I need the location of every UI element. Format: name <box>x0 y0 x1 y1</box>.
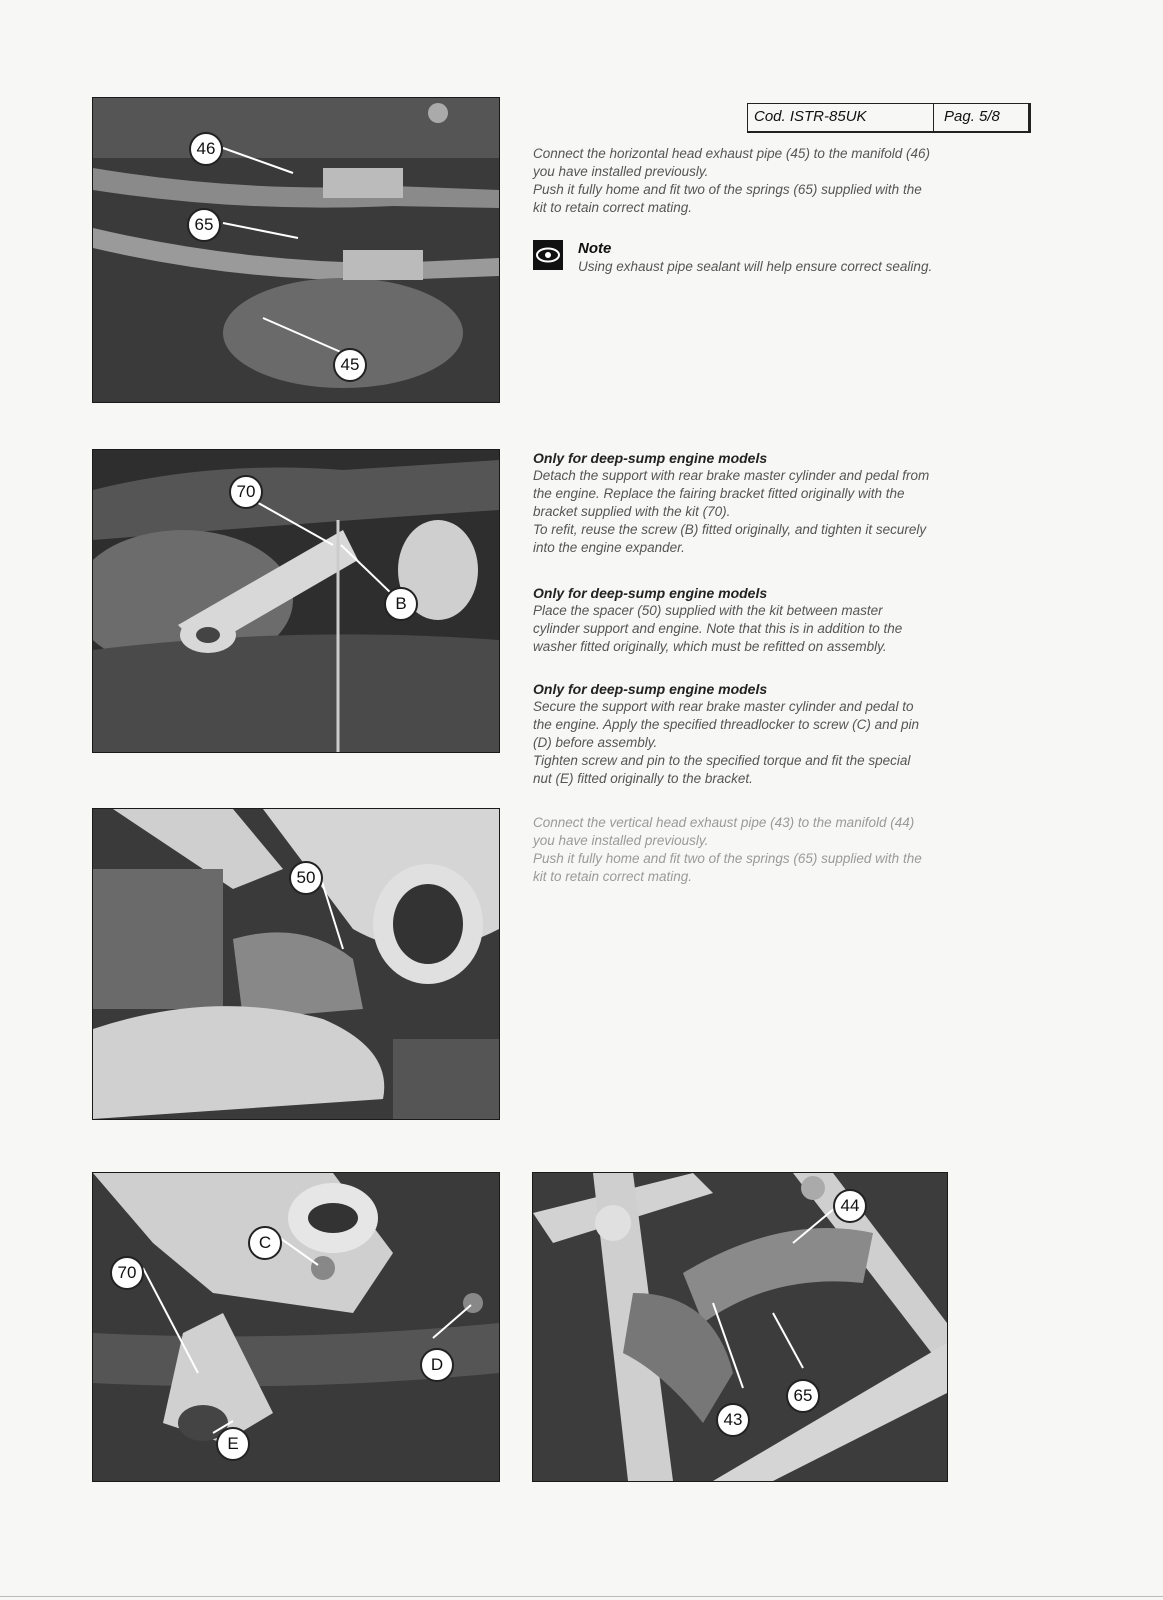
callout-46: 46 <box>189 132 223 166</box>
text-line: Connect the vertical head exhaust pipe (43) to the manifold (44) <box>533 815 915 830</box>
text-line: you have installed previously. <box>533 164 709 179</box>
section-deep-sump-secure <box>533 680 1033 788</box>
text-line: the engine. Apply the specified threadlocker to screw (C) and pin <box>533 717 919 732</box>
eye-icon <box>533 240 563 270</box>
callout-C: C <box>248 1226 282 1260</box>
callout-D: D <box>420 1348 454 1382</box>
section-horizontal-exhaust <box>533 145 1033 217</box>
callout-45: 45 <box>333 348 367 382</box>
text-line: bracket supplied with the kit (70). <box>533 504 731 519</box>
document-code: Cod. ISTR-85UK <box>748 104 934 131</box>
callout-50: 50 <box>289 861 323 895</box>
section-heading: Only for deep-sump engine models <box>533 585 768 601</box>
text-line: nut (E) fitted originally to the bracket. <box>533 771 753 786</box>
document-header <box>747 103 1031 133</box>
text-line: Place the spacer (50) supplied with the kit between master <box>533 603 883 618</box>
text-line: To refit, reuse the screw (B) fitted originally, and tighten it securely <box>533 522 927 537</box>
callout-70: 70 <box>110 1256 144 1290</box>
callout-65: 65 <box>786 1379 820 1413</box>
callout-E: E <box>216 1427 250 1461</box>
note-text: Using exhaust pipe sealant will help ensure correct sealing. <box>578 259 933 274</box>
page-edge <box>0 1596 1163 1597</box>
text-line: (D) before assembly. <box>533 735 658 750</box>
text-line: you have installed previously. <box>533 833 709 848</box>
note-title: Note <box>578 240 612 257</box>
text-line: Push it fully home and fit two of the springs (65) supplied with the <box>533 182 922 197</box>
text-line: kit to retain correct mating. <box>533 869 693 884</box>
text-line: Push it fully home and fit two of the springs (65) supplied with the <box>533 851 922 866</box>
photo-exhaust-horizontal <box>92 97 500 403</box>
photo-spacer <box>92 808 500 1120</box>
text-line: Tighten screw and pin to the specified torque and fit the special <box>533 753 911 768</box>
photo-master-cylinder-support <box>92 1172 500 1482</box>
text-line: washer fitted originally, which must be refitted on assembly. <box>533 639 887 654</box>
section-heading: Only for deep-sump engine models <box>533 681 768 697</box>
callout-70: 70 <box>229 475 263 509</box>
text-line: cylinder support and engine. Note that this is in addition to the <box>533 621 903 636</box>
callout-65: 65 <box>187 208 221 242</box>
callout-B: B <box>384 587 418 621</box>
page-number: Pag. 5/8 <box>944 108 1000 125</box>
photo-exhaust-vertical <box>532 1172 948 1482</box>
photo-fairing-bracket <box>92 449 500 753</box>
callout-44: 44 <box>833 1189 867 1223</box>
text-line: Connect the horizontal head exhaust pipe (45) to the manifold (46) <box>533 146 930 161</box>
text-line: kit to retain correct mating. <box>533 200 693 215</box>
section-deep-sump-spacer <box>533 584 1033 656</box>
section-deep-sump-bracket <box>533 449 1033 557</box>
text-line: Secure the support with rear brake master cylinder and pedal to <box>533 699 914 714</box>
section-heading: Only for deep-sump engine models <box>533 450 768 466</box>
text-line: into the engine expander. <box>533 540 685 555</box>
text-line: Detach the support with rear brake master cylinder and pedal from <box>533 468 930 483</box>
callout-43: 43 <box>716 1403 750 1437</box>
section-vertical-exhaust <box>533 814 1033 886</box>
text-line: the engine. Replace the fairing bracket fitted originally with the <box>533 486 905 501</box>
